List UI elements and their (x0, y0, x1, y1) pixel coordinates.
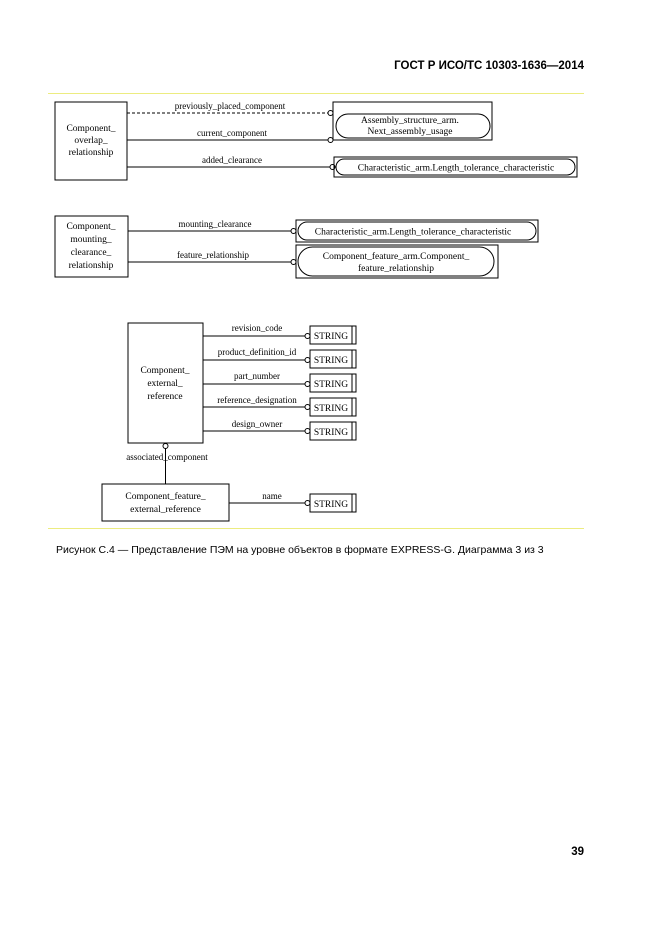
string-type-label: STRING (313, 380, 349, 390)
entity-label-line: relationship (68, 261, 114, 271)
reference-label-line: Next_assembly_usage (367, 127, 453, 137)
reference-label: Characteristic_arm.Length_tolerance_characteristic (357, 163, 555, 174)
string-type-label: STRING (313, 332, 349, 342)
attribute-label: product_definition_id (217, 347, 297, 357)
figure-caption: Рисунок С.4 — Представление ПЭМ на уровне объектов в формате EXPRESS-G. Диаграмма 3 из 3 (56, 544, 544, 556)
reference-label-line: Component_feature_arm.Component_ (322, 252, 470, 262)
attribute-label: previously_placed_component (174, 101, 286, 111)
string-type-label: STRING (313, 428, 349, 438)
entity-label-line: mounting_ (70, 235, 112, 245)
relationship-end-circle (305, 358, 310, 363)
entity-label-line: external_reference (130, 505, 201, 515)
attribute-label: design_owner (231, 419, 283, 429)
document-header: ГОСТ Р ИСО/ТС 10303-1636—2014 (394, 60, 584, 72)
entity-label-line: Component_ (66, 124, 116, 134)
relationship-end-circle (163, 444, 168, 449)
group-overlap-relationship (55, 101, 577, 180)
relationship-end-circle (328, 111, 333, 116)
attribute-label: mounting_clearance (178, 219, 252, 229)
attribute-label: revision_code (231, 323, 283, 333)
group-component-external-reference (102, 323, 356, 521)
entity-label-line: Component_ (66, 222, 116, 232)
page-number: 39 (571, 846, 584, 858)
reference-label: Characteristic_arm.Length_tolerance_characteristic (314, 227, 512, 238)
relationship-end-circle (328, 138, 333, 143)
string-type-label: STRING (313, 404, 349, 414)
relationship-end-circle (305, 429, 310, 434)
entity-component-feature-external-reference (102, 484, 229, 521)
group-mounting-clearance-relationship (55, 216, 538, 278)
attribute-label: part_number (234, 371, 280, 381)
attribute-label: feature_relationship (177, 250, 249, 260)
entity-label-line: Component_ (140, 366, 190, 376)
attribute-label: reference_designation (217, 395, 297, 405)
entity-label-line: Component_feature_ (125, 492, 206, 502)
reference-label-line: Assembly_structure_arm. (361, 116, 459, 126)
attribute-label: associated_component (126, 452, 208, 462)
entity-label-line: overlap_ (74, 136, 108, 146)
entity-label-line: clearance_ (70, 248, 112, 258)
attribute-label: current_component (197, 128, 267, 138)
relationship-end-circle (305, 334, 310, 339)
attribute-label: added_clearance (202, 155, 262, 165)
string-type-label: STRING (313, 356, 349, 366)
entity-label-line: external_ (147, 379, 183, 389)
attribute-label: name (262, 491, 282, 501)
entity-label-line: reference (147, 392, 183, 402)
relationship-end-circle (305, 405, 310, 410)
relationship-end-circle (291, 229, 296, 234)
bottom-rule (48, 528, 584, 529)
reference-label-line: feature_relationship (358, 264, 434, 274)
string-type-label: STRING (313, 500, 349, 510)
relationship-end-circle (305, 382, 310, 387)
relationship-end-circle (291, 260, 296, 265)
entity-label-line: relationship (68, 148, 114, 158)
relationship-end-circle (305, 501, 310, 506)
